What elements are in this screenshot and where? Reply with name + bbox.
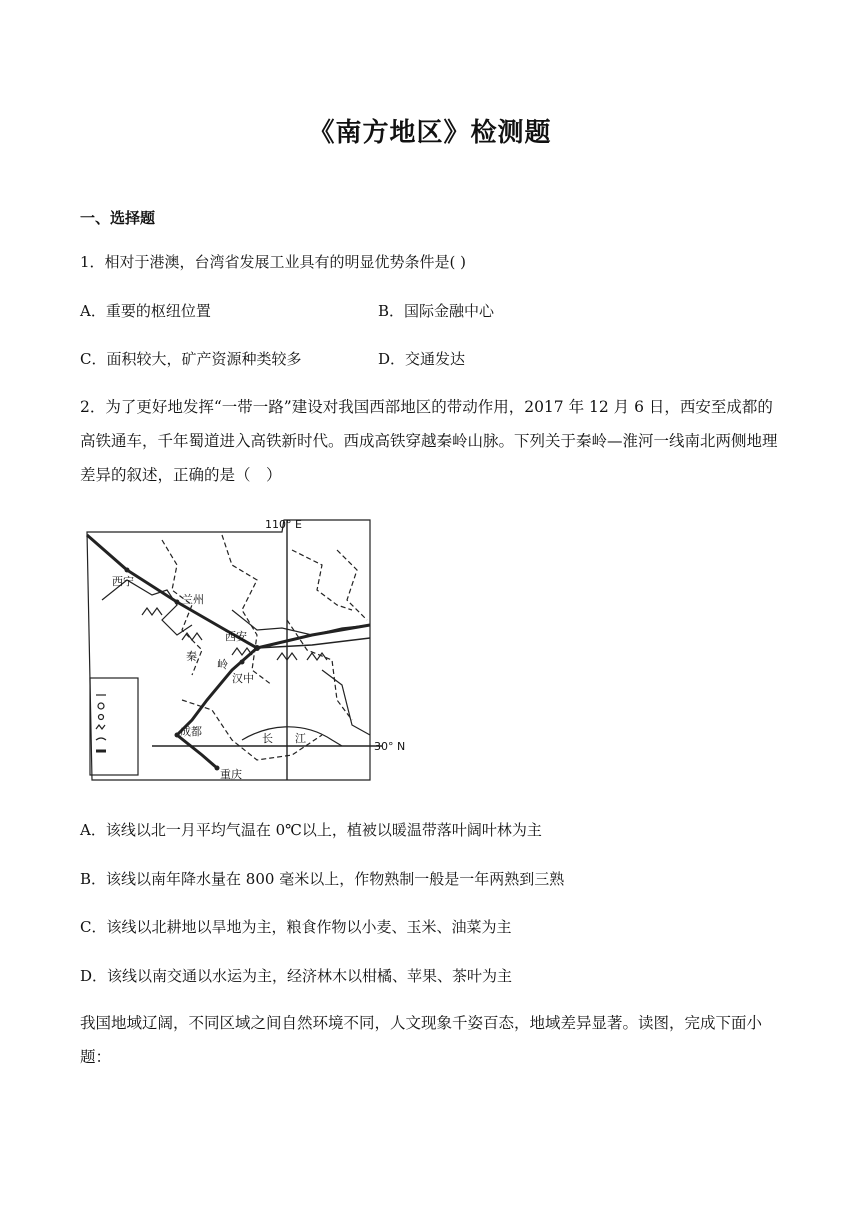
city-dot <box>175 733 180 738</box>
label-lanzhou: 兰州 <box>182 593 204 606</box>
label-ling: 岭 <box>217 658 228 671</box>
q1-option-b: B．国际金融中心 <box>378 302 495 320</box>
q2-option-a: A．该线以北一月平均气温在 0℃以上，植被以暖温带落叶阔叶林为主 <box>80 821 542 839</box>
label-xian: 西安 <box>225 630 247 643</box>
page-title: 《南方地区》检测题 <box>308 118 552 148</box>
city-dot <box>254 645 260 651</box>
city-dot <box>125 568 130 573</box>
question-2-stem: 2．为了更好地发挥“一带一路”建设对我国西部地区的带动作用，2017 年 12 月 6 日，西安至成都的高铁通车，千年蜀道进入高铁新时代。西成高铁穿越秦岭山脉。下列关于秦岭—淮河一线南北两侧地理差异的叙述，正确的是（ ） <box>80 398 778 484</box>
yangtze-river <box>242 727 342 746</box>
q1-option-c: C．面积较大，矿产资源种类较多 <box>80 350 302 368</box>
city-dot <box>175 600 180 605</box>
q2-option-c: C．该线以北耕地以旱地为主，粮食作物以小麦、玉米、油菜为主 <box>80 918 512 936</box>
label-jiang: 江 <box>295 732 306 745</box>
q2-option-d: D．该线以南交通以水运为主，经济林木以柑橘、苹果、茶叶为主 <box>80 967 513 985</box>
city-dot <box>215 766 220 771</box>
section-heading: 一、选择题 <box>80 209 156 227</box>
label-xining: 西宁 <box>112 575 134 588</box>
label-chongqing: 重庆 <box>220 768 242 781</box>
q2-option-b: B．该线以南年降水量在 800 毫米以上，作物熟制一般是一年两熟到三熟 <box>80 870 565 888</box>
map-frame <box>87 520 370 780</box>
intro-paragraph: 我国地域辽阔，不同区域之间自然环境不同，人文现象千姿百态，地域差异显著。读图，完成下面小题： <box>80 1014 763 1066</box>
label-hanzhong: 汉中 <box>232 672 254 685</box>
label-chang: 长 <box>262 732 273 745</box>
qinling-railway-map <box>82 510 410 785</box>
q1-option-d: D．交通发达 <box>378 350 466 368</box>
question-1-stem: 1．相对于港澳，台湾省发展工业具有的明显优势条件是( ) <box>80 253 467 271</box>
label-qin: 秦 <box>186 650 197 663</box>
city-dot <box>240 660 245 665</box>
label-30n: 30° N <box>374 740 406 753</box>
label-110e: 110° E <box>265 518 302 531</box>
q1-option-a: A．重要的枢纽位置 <box>80 302 211 320</box>
label-chengdu: 成都 <box>180 725 202 738</box>
